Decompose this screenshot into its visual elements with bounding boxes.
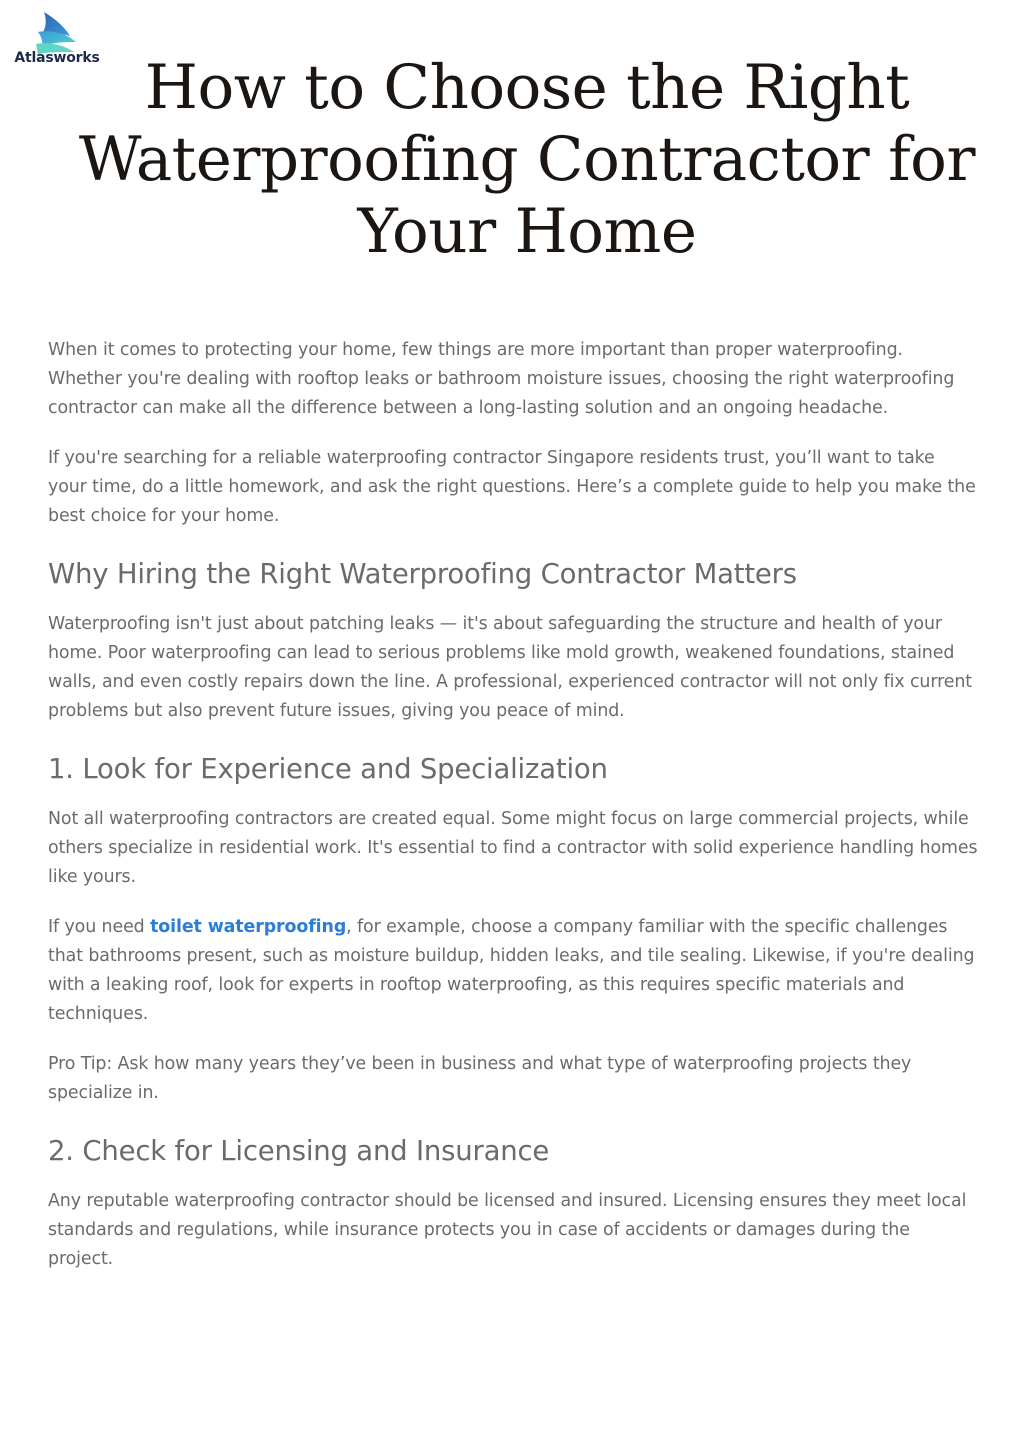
article-body	[48, 336, 978, 1295]
intro-paragraph-2: If you're searching for a reliable waterproofing contractor Singapore residents trust, you’ll want to take your time, do a little homework, and ask the right questions. Here’s a complete guide to help you make the best choice for your home.	[48, 448, 976, 526]
atlasworks-logo-icon	[30, 10, 86, 54]
experience-paragraph-2	[48, 913, 978, 1029]
experience-paragraph-1: Not all waterproofing contractors are created equal. Some might focus on large commercial projects, while others specialize in residential work. It's essential to find a contractor with solid experience handling homes like yours.	[48, 809, 978, 887]
experience-p2-before: If you need	[48, 917, 151, 937]
pro-tip-paragraph: Pro Tip: Ask how many years they’ve been in business and what type of waterproofing projects they specialize in.	[48, 1054, 912, 1103]
licensing-paragraph: Any reputable waterproofing contractor should be licensed and insured. Licensing ensures they meet local standards and regulations, while insurance protects you in case of accidents or damages during the project.	[48, 1191, 967, 1269]
section-heading-licensing: 2. Check for Licensing and Insurance	[48, 1135, 550, 1167]
intro-paragraph-1: When it comes to protecting your home, few things are more important than proper waterproofing. Whether you're dealing with rooftop leaks or bathroom moisture issues, choosing the right waterproofing contractor can make all the difference between a long-lasting solution and an ongoing headache.	[48, 340, 955, 418]
section-heading-why-hire: Why Hiring the Right Waterproofing Contractor Matters	[48, 558, 797, 590]
page-title: How to Choose the Right Waterproofing Contractor for Your Home	[78, 52, 976, 267]
experience-p2-after: , for example, choose a company familiar with the specific challenges that bathrooms present, such as moisture buildup, hidden leaks, and tile sealing. Likewise, if you're dealing with a leaking roof, look for experts in rooftop waterproofing, as this requires specific materials and techniques.	[48, 917, 975, 1024]
brand-name: Atlasworks	[14, 50, 100, 66]
why-hire-paragraph: Waterproofing isn't just about patching leaks — it's about safeguarding the structure and health of your home. Poor waterproofing can lead to serious problems like mold growth, weakened foundations, stained walls, and even costly repairs down the line. A professional, experienced contractor will not only fix current problems but also prevent future issues, giving you peace of mind.	[48, 614, 973, 721]
section-heading-experience: 1. Look for Experience and Specialization	[48, 753, 608, 785]
toilet-waterproofing-link[interactable]: toilet waterproofing	[150, 917, 347, 937]
